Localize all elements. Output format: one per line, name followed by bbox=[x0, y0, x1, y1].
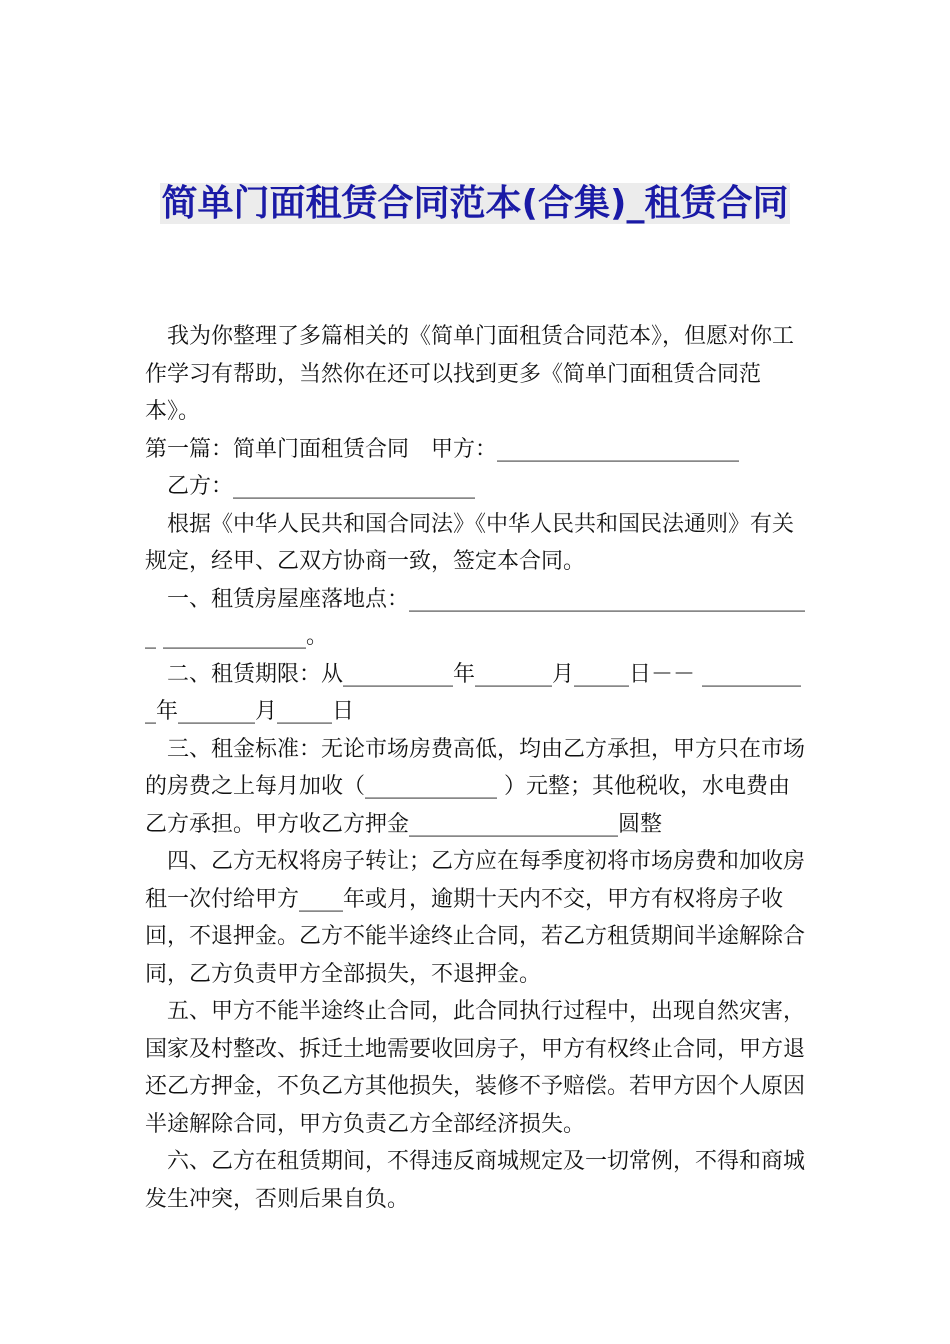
basis-paragraph: 根据《中华人民共和国合同法》《中华人民共和国民法通则》有关规定，经甲、乙双方协商一致，签定本合同。 bbox=[145, 511, 795, 574]
clause-2-term: 二、租赁期限：从__________年_______月_____日－－ __________年_______月_____日 bbox=[145, 661, 801, 724]
document-title bbox=[150, 178, 800, 230]
clause-5-termination: 五、甲方不能半途终止合同，此合同执行过程中，出现自然灾害，国家及村整改、拆迁土地需要收回房子，甲方有权终止合同，甲方退还乙方押金，不负乙方其他损失，装修不予赔偿。若甲方因个人原因半途解除合同，甲方负责乙方全部经济损失。 bbox=[145, 999, 806, 1137]
document-title-text: 简单门面租赁合同范本(合集)_租赁合同 bbox=[161, 183, 789, 224]
clause-4-transfer: 四、乙方无权将房子转让；乙方应在每季度初将市场房费和加收房租一次付给甲方____年或月，逾期十天内不交，甲方有权将房子收回，不退押金。乙方不能半途终止合同，若乙方租赁期间半途解除合同，乙方负责甲方全部损失，不退押金。 bbox=[145, 849, 806, 987]
clause-3-rent: 三、租金标准：无论市场房费高低，均由乙方承担，甲方只在市场的房费之上每月加收（____________ ）元整；其他税收，水电费由乙方承担。甲方收乙方押金___________________圆整 bbox=[145, 736, 806, 837]
party-a-line: 第一篇：简单门面租赁合同 甲方：______________________ bbox=[145, 436, 740, 462]
intro-paragraph: 我为你整理了多篇相关的《简单门面租赁合同范本》，但愿对你工作学习有帮助，当然你在还可以找到更多《简单门面租赁合同范本》。 bbox=[145, 324, 795, 424]
party-b-line: 乙方：______________________ bbox=[167, 474, 476, 499]
document-body bbox=[145, 318, 810, 1218]
clause-1-location: 一、租赁房屋座落地点：_____________________________________ _____________。 bbox=[145, 586, 806, 649]
clause-6-rules: 六、乙方在租赁期间，不得违反商城规定及一切常例，不得和商城发生冲突，否则后果自负。 bbox=[145, 1149, 806, 1212]
